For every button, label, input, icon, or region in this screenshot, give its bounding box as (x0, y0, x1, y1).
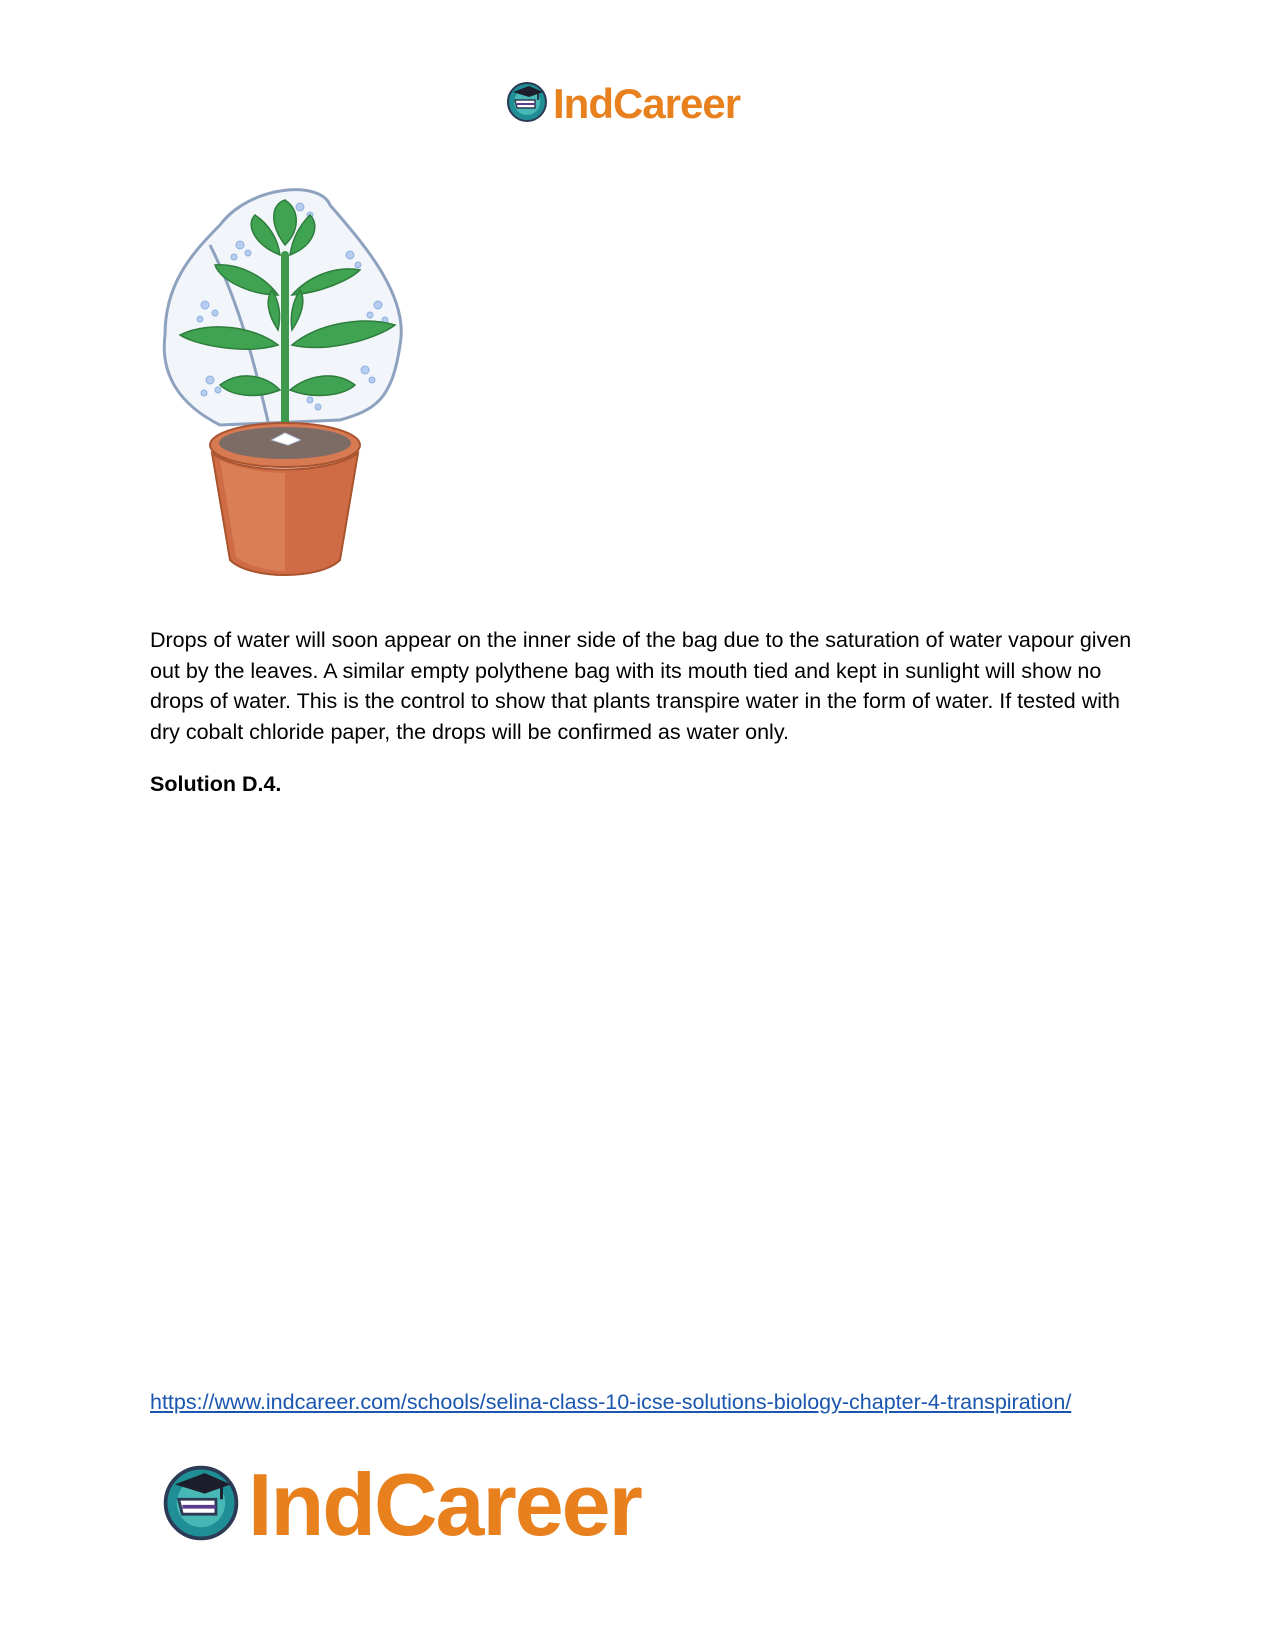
potted-plant-in-bag-figure (160, 185, 430, 590)
logo-globe-icon (505, 80, 549, 129)
header-logo-text: IndCareer (553, 80, 741, 127)
footer-logo (160, 1455, 700, 1554)
header-logo (505, 78, 775, 130)
footer-logo-text: IndCareer (248, 1455, 641, 1554)
source-url-link[interactable]: https://www.indcareer.com/schools/selina-class-10-icse-solutions-biology-chapter-4-transpiration/ (150, 1390, 1072, 1414)
answer-paragraph: Drops of water will soon appear on the inner side of the bag due to the saturation of water vapour given out by the leaves. A similar empty polythene bag with its mouth tied and kept in sunlight will show no drops of water. This is the control to show that plants transpire water in the form of water. If tested with dry cobalt chloride paper, the drops will be confirmed as water only. (150, 628, 1132, 744)
solution-heading: Solution D.4. (150, 772, 282, 796)
logo-globe-icon (160, 1462, 242, 1549)
